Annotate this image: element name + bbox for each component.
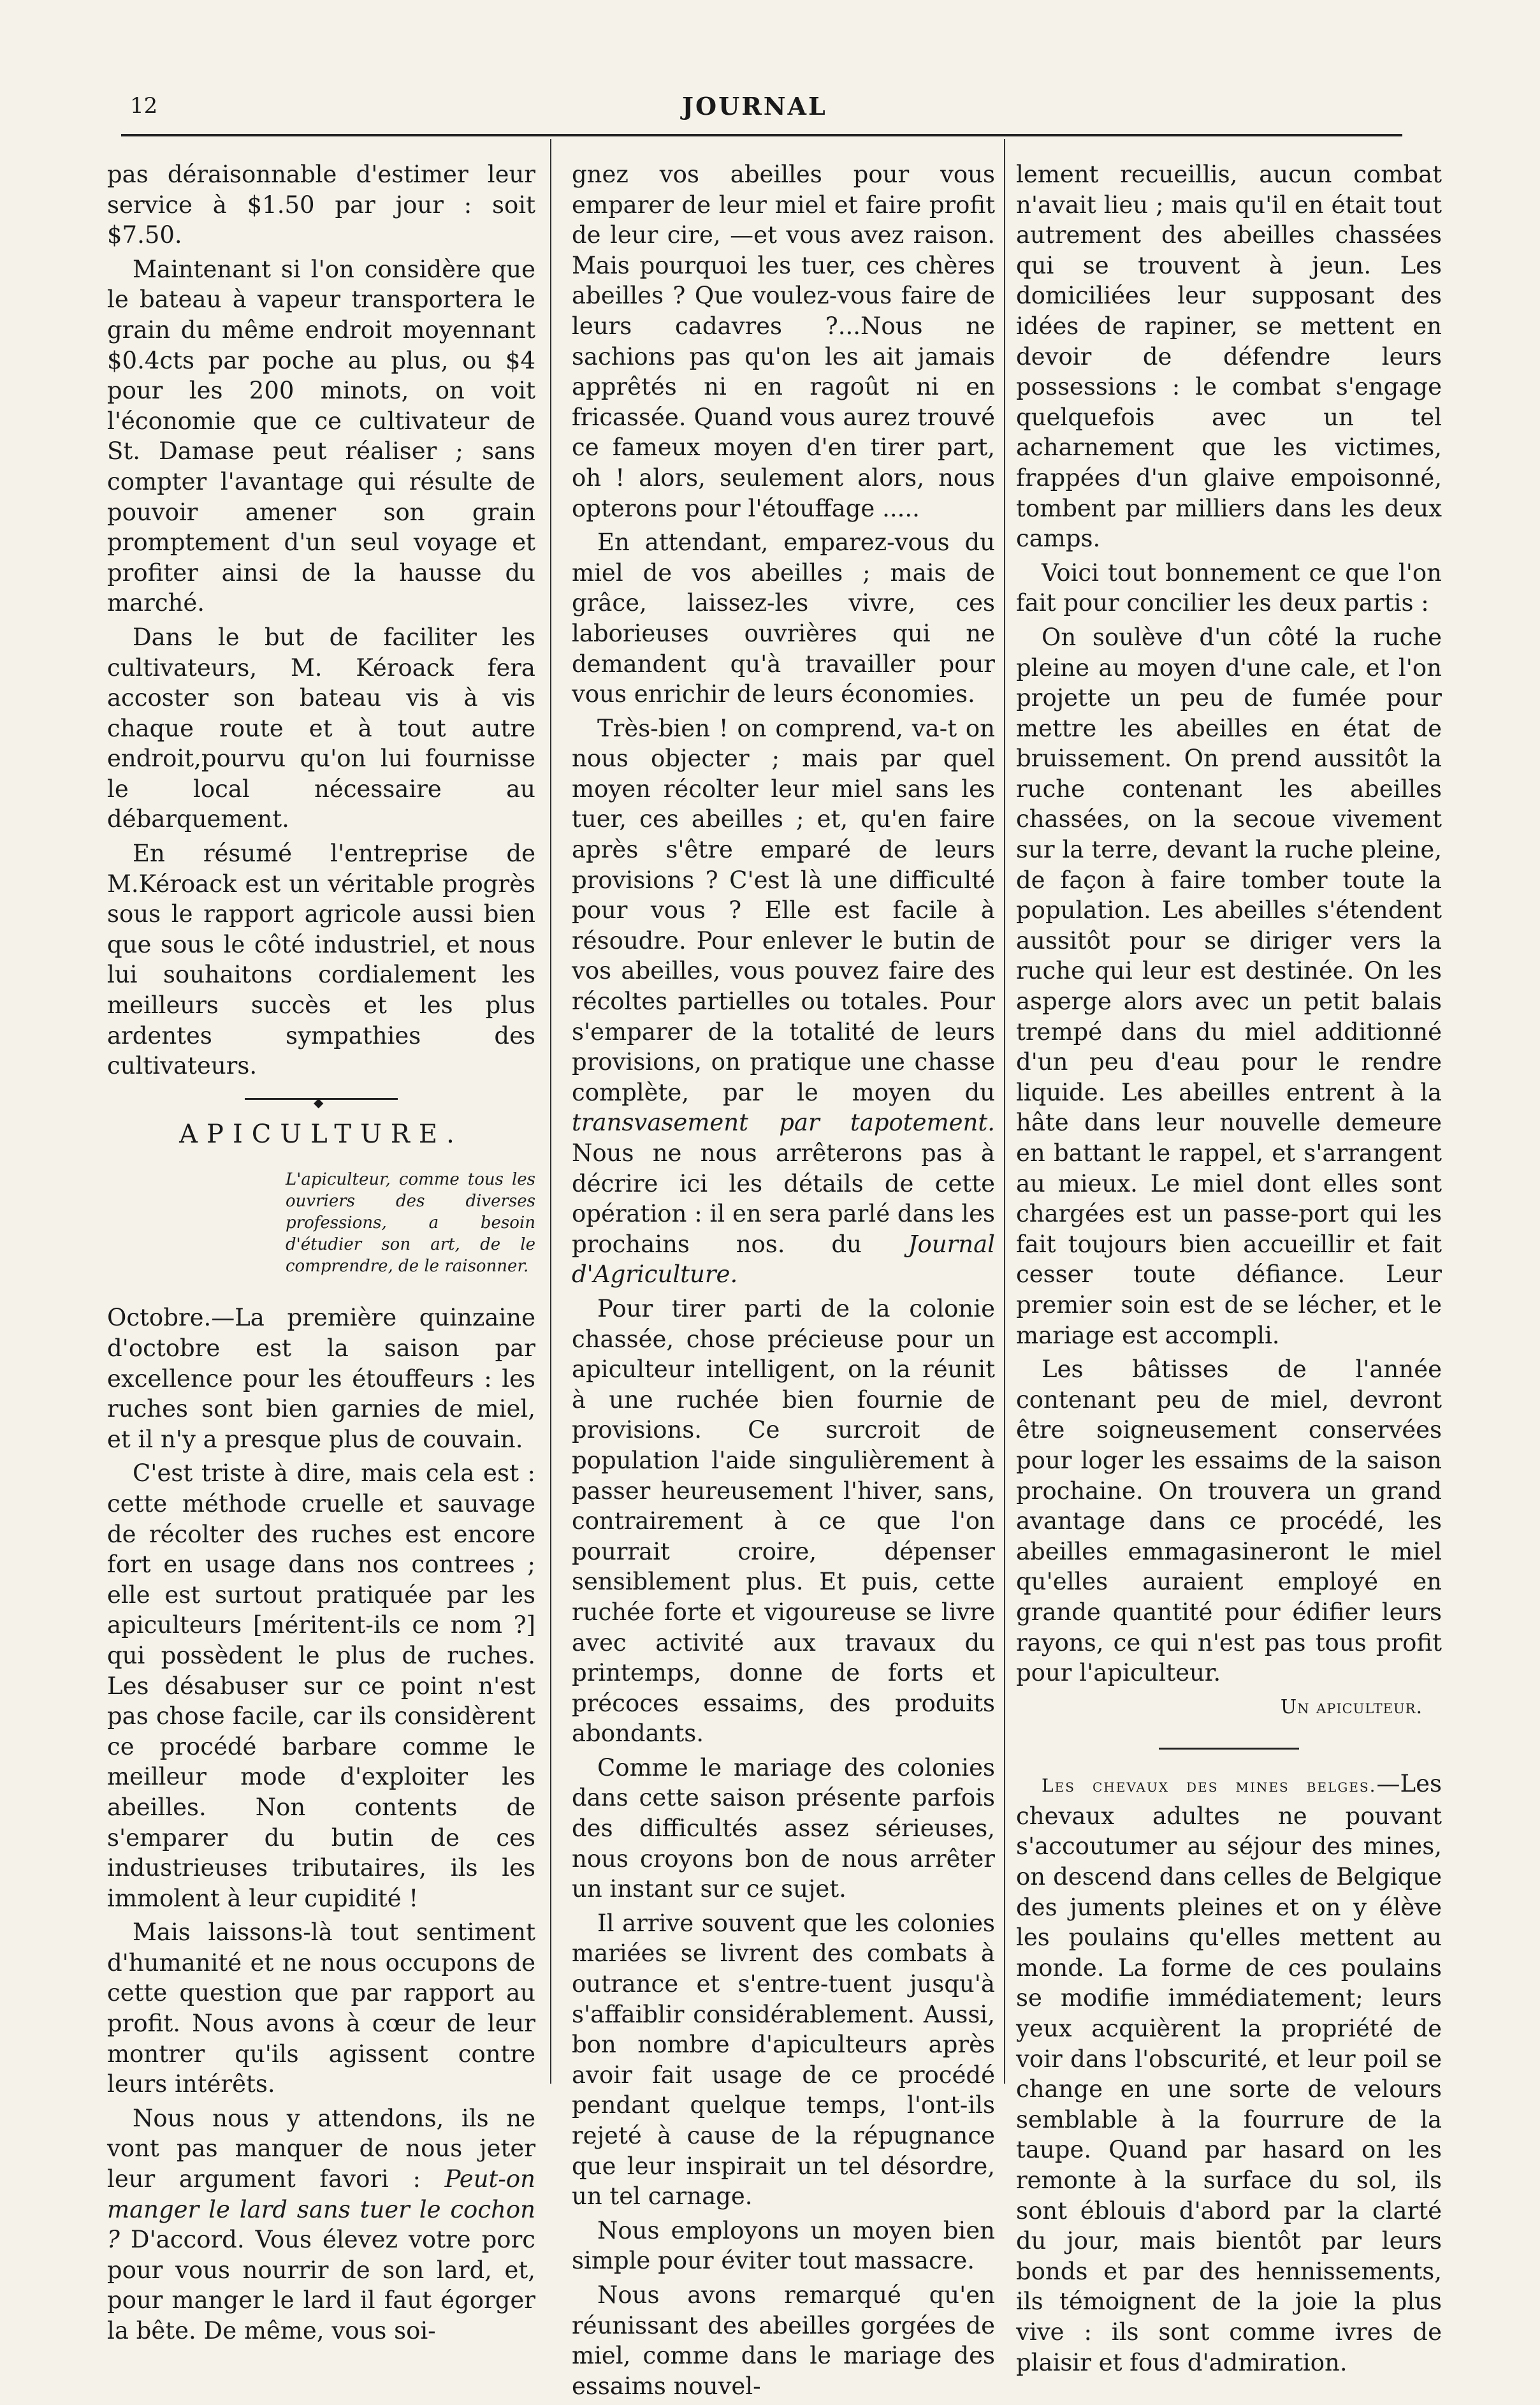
paragraph: Nous employons un moyen bien simple pour éviter tout massacre. <box>572 2216 995 2275</box>
paragraph: Dans le but de faciliter les cultivateurs, M. Kéroack fera accoster son bateau vis à vis chaque route et à tout autre endroit,pourvu qu'on lui fournisse le local nécessaire au débarquement. <box>107 623 535 833</box>
paragraph: Maintenant si l'on considère que le bateau à vapeur transportera le grain du même endroit moyennant $0.4cts par poche au plus, ou $4 pour les 200 minots, on voit l'économie que ce cultivateur de St. Damase peut réaliser ; sans compter l'avantage qui résulte de pouvoir amener son grain promptement d'un seul voyage et profiter ainsi de la hausse du marché. <box>107 255 535 617</box>
paragraph: C'est triste à dire, mais cela est : cette méthode cruelle et sauvage de récolter des ruches est encore fort en usage dans nos contrees ; elle est surtout pratiquée par les apiculteurs [méritent-ils ce nom ?] qui possèdent le plus de ruches. Les désabuser sur ce point n'est pas chose facile, car ils considèrent ce procédé barbare comme le meilleur mode d'exploiter les abeilles. Non contents de s'emparer du butin de ces industrieuses tributaires, ils les immolent à leur cupidité ! <box>107 1459 535 1912</box>
paragraph <box>107 2103 535 2346</box>
paragraph <box>1016 1769 1442 2378</box>
article-heading: Les chevaux des mines belges. <box>1042 1775 1377 1797</box>
paragraph: Pour tirer parti de la colonie chassée, chose précieuse pour un apiculteur intelligent, on la réunit à une ruchée bien fournie de provisions. Ce surcroit de population l'aide singulièrement à passer heureusement l'hiver, sans, contrairement à ce que l'on pourrait croire, dépenser sensiblement plus. Et puis, cette ruchée forte et vigoureuse se livre avec activité aux travaux du printemps, donne de forts et précoces essaims, des produits abondants. <box>572 1294 995 1748</box>
italic-quote: Peut-on manger le lard sans tuer le cochon ? <box>107 2165 535 2254</box>
column-divider-2 <box>1004 139 1005 2084</box>
italic-journal-name: Journal d'Agriculture. <box>572 1230 995 1289</box>
epigraph: L'apiculteur, comme tous les ouvriers des diverses professions, a besoin d'étudier son art, de le comprendre, de le raisonner. <box>286 1170 535 1276</box>
page-number: 12 <box>130 93 158 119</box>
column-2 <box>572 159 995 2405</box>
paragraph: Octobre.—La première quinzaine d'octobre est la saison par excellence pour les étouffeurs : les ruches sont bien garnies de miel, et il n'y a presque plus de couvain. <box>107 1304 535 1453</box>
paragraph: Nous avons remarqué qu'en réunissant des abeilles gorgées de miel, comme dans le mariage des essaims nouvel- <box>572 2281 995 2400</box>
paragraph: Voici tout bonnement ce que l'on fait pour concilier les deux partis : <box>1016 559 1442 617</box>
paragraph: gnez vos abeilles pour vous emparer de leur miel et faire profit de leur cire, —et vous avez raison. Mais pourquoi les tuer, ces chères abeilles ? Que voulez-vous faire de leurs cadavres ?...Nous ne sachions pas qu'on les ait jamais apprêtés ni en ragoût ni en fricassée. Quand vous aurez trouvé ce fameux moyen d'en tirer part, oh ! alors, seulement alors, nous opterons pour l'étouffage ..... <box>572 161 995 522</box>
column-3 <box>1016 159 1442 2381</box>
paragraph: Les bâtisses de l'année contenant peu de miel, devront être soigneusement conservées pour loger les essaims de la saison prochaine. On trouvera un grand avantage dans ce procédé, les abeilles emmagasineront le miel qu'elles auraient employé en grande quantité pour édifier leurs rayons, ce qui n'est pas tous profit pour l'apiculteur. <box>1016 1356 1442 1687</box>
author-signature: Un apiculteur. <box>1280 1695 1423 1718</box>
italic-term: transvasement par tapotement. <box>572 1109 995 1137</box>
short-rule <box>1159 1748 1299 1750</box>
paragraph: En résumé l'entreprise de M.Kéroack est un véritable progrès sous le rapport agricole aussi bien que sous le côté industriel, et nous lui souhaitons cordialement les meilleurs succès et les plus ardentes sympathies des cultivateurs. <box>107 840 535 1080</box>
header-rule <box>121 134 1402 136</box>
text-run: Très-bien ! on comprend, va-t on nous objecter ; mais par quel moyen récolter leur miel sans les tuer, ces abeilles ; et, qu'en faire après s'être emparé de leurs provisions ? C'est là une difficulté pour vous ? Elle est facile à résoudre. Pour enlever le butin de vos abeilles, vous pouvez faire des récoltes partielles ou totales. Pour s'emparer de la totalité de leurs provisions, on pratique une chasse complète, par le moyen du <box>572 714 995 1106</box>
ornament-divider <box>245 1095 398 1102</box>
paragraph: lement recueillis, aucun combat n'avait lieu ; mais qu'il en était tout autrement des abeilles chassées qui se trouvent à jeun. Les domiciliées leur supposant des idées de rapiner, se mettent en devoir de défendre leurs possessions : le combat s'engage quelquefois avec un tel acharnement que les victimes, frappées d'un glaive empoisonné, tombent par milliers dans les deux camps. <box>1016 161 1442 553</box>
column-divider-1 <box>550 139 551 2084</box>
text-run: —Les chevaux adultes ne pouvant s'accoutumer au séjour des mines, on descend dans celles de Belgique des juments pleines et on y élève les poulains qu'elles mettent au monde. La forme de ces poulains se modifie immédiatement; leurs yeux acquièrent la propriété de voir dans l'obscurité, et leur poil se change en une sorte de velours semblable à la fourrure de la taupe. Quand par hasard on les remonte à la surface du sol, ils sont éblouis d'abord par la clarté du jour, mais bientôt par leurs bonds et par des hennissements, ils témoignent de la joie la plus vive : ils sont comme ivres de plaisir et fous d'admiration. <box>1016 1770 1442 2376</box>
text-run: Nous ne nous arrêterons pas à décrire ici les détails de cette opération : il en sera parlé dans les prochains nos. du <box>572 1139 995 1258</box>
column-1 <box>107 159 535 2350</box>
paragraph: On soulève d'un côté la ruche pleine au moyen d'une cale, et l'on projette un peu de fumée pour mettre les abeilles en état de bruissement. On prend aussitôt la ruche contenant les abeilles chassées, on la secoue vivement sur la terre, devant la ruche pleine, de façon à faire tomber toute la population. Les abeilles s'étendent aussitôt pour se diriger vers la ruche qui leur est destinée. On les asperge alors avec un petit balais trempé dans du miel additionné d'un peu d'eau pour le rendre liquide. Les abeilles entrent à la hâte dans leur nouvelle demeure en battant le rappel, et s'arrangent au mieux. Le miel dont elles sont chargées est un passe-port qui les fait toujours bien accueillir et fait cesser toute défiance. Leur premier soin est de se lécher, et le mariage est accompli. <box>1016 623 1442 1349</box>
page-header <box>121 88 1402 133</box>
paragraph: Comme le mariage des colonies dans cette saison présente parfois des difficultés assez sérieuses, nous croyons bon de nous arrêter un instant sur ce sujet. <box>572 1753 995 1903</box>
paragraph: Il arrive souvent que les colonies mariées se livrent des combats à outrance et s'entre-tuent jusqu'à s'affaiblir considérablement. Aussi, bon nombre d'apiculteurs après avoir fait usage de ce procédé pendant quelque temps, l'ont-ils rejeté à cause de la répugnance que leur inspirait un tel désordre, un tel carnage. <box>572 1909 995 2211</box>
paragraph: pas déraisonnable d'estimer leur service à $1.50 par jour : soit $7.50. <box>107 161 535 249</box>
paragraph: En attendant, emparez-vous du miel de vos abeilles ; mais de grâce, laissez-les vivre, ces laborieuses ouvrières qui ne demandent qu'à travailler pour vous enrichir de leurs économies. <box>572 529 995 708</box>
paragraph: Mais laissons-là tout sentiment d'humanité et ne nous occupons de cette question que par rapport au profit. Nous avons à cœur de leur montrer qu'ils agissent contre leurs intérêts. <box>107 1919 535 2098</box>
journal-title: JOURNAL <box>682 92 827 121</box>
text-run: Nous nous y attendons, ils ne vont pas manquer de nous jeter leur argument favori : <box>107 2104 535 2193</box>
section-title: APICULTURE. <box>179 1119 463 1149</box>
paragraph <box>572 713 995 1290</box>
text-run: D'accord. Vous élevez votre porc pour vous nourrir de son lard, et, pour manger le lard il faut égorger la bête. De même, vous soi- <box>107 2226 535 2344</box>
